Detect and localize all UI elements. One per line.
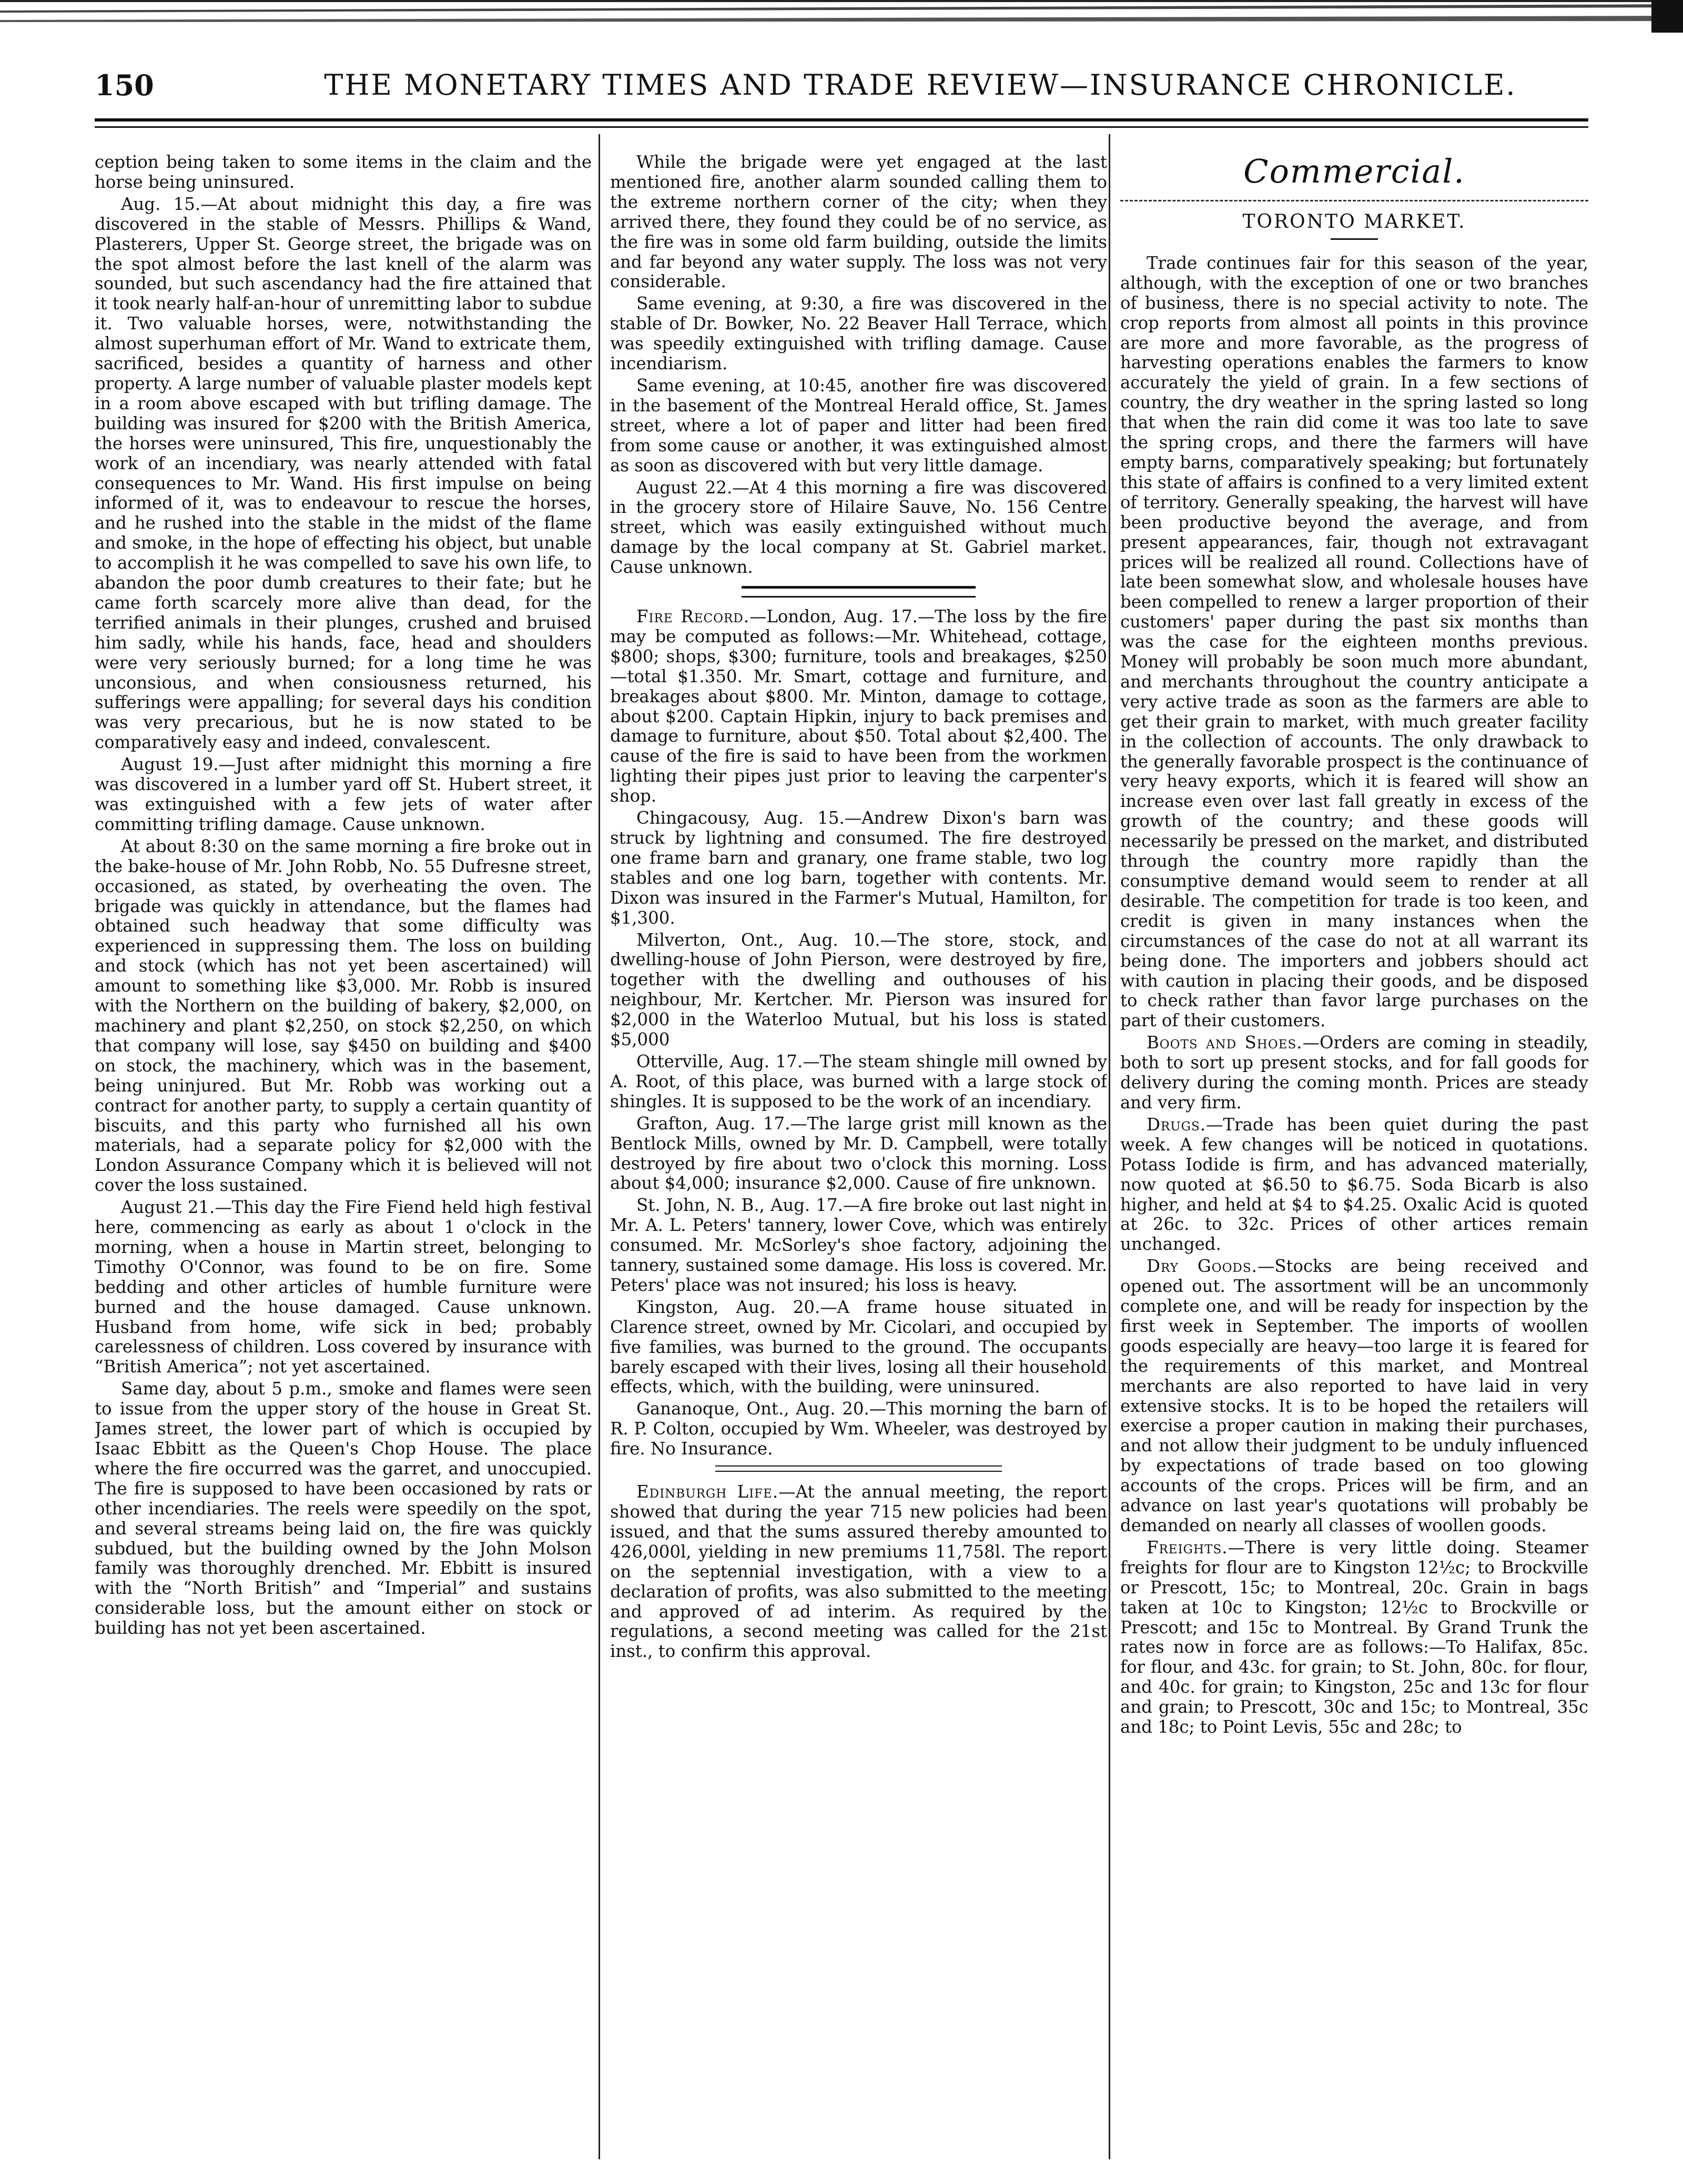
dry-goods-heading: Dry Goods. xyxy=(1147,1256,1258,1277)
paragraph-text: —Orders are coming in steadily, both to sort up present stocks, and for fall goods for delivery during the coming month. Prices are steady and very firm. xyxy=(1120,1033,1588,1113)
paragraph: Same evening, at 10:45, another fire was discovered in the basement of the Montreal Herald office, St. James street, where a lot of paper and litter had been fired from some cause or another, it was extinguished almost as soon as discovered with but very little damage. xyxy=(610,375,1107,476)
paragraph: ception being taken to some items in the claim and the horse being uninsured. xyxy=(95,153,592,192)
fire-record-paragraph xyxy=(610,607,1107,806)
paragraph: August 21.—This day the Fire Fiend held high festival here, commencing as early as about 1 o'clock in the morning, when a house in Martin street, belonging to Timothy O'Connor, was found to be on fire. Some bedding and other articles of humble furniture were burned and the house damaged. Cause unknown. Husband from home, wife sick in bed; probably carelessness of children. Loss covered by insurance with “British America”; not yet ascertained. xyxy=(95,1197,592,1377)
freights-paragraph xyxy=(1120,1538,1588,1737)
paragraph-text: —At the annual meeting, the report showed that during the year 715 new policies had been issued, and that the sums assured thereby amounted to 426,000l, yielding in new premiums 11,758l. The report on the septennial investigation, with a view to a declaration of profits, was also submitted to the meeting and approved of ad interim. As required by the regulations, a second meeting was called for the 21st inst., to confirm this approval. xyxy=(610,1482,1107,1662)
middle-column xyxy=(610,153,1107,2172)
paragraph: Gananoque, Ont., Aug. 20.—This morning the barn of R. P. Colton, occupied by Wm. Wheeler, was destroyed by fire. No Insurance. xyxy=(610,1399,1107,1459)
top-edge-rules xyxy=(0,0,1683,33)
edinburgh-paragraph xyxy=(610,1482,1107,1662)
paragraph: Grafton, Aug. 17.—The large grist mill known as the Bentlock Mills, owned by Mr. D. Campbell, were totally destroyed by fire about two o'clock this morning. Loss about $4,000; insurance $2,000. Cause of fire unknown. xyxy=(610,1113,1107,1194)
freights-heading: Freights. xyxy=(1147,1537,1228,1558)
paragraph: August 19.—Just after midnight this morning a fire was discovered in a lumber yard off St. Hubert street, it was extinguished with a few jets of water after committing trifling damage. Cause unknown. xyxy=(95,754,592,834)
paragraph: Same day, about 5 p.m., smoke and flames were seen to issue from the upper story of the house in Great St. James street, the lower part of which is occupied by Isaac Ebbitt as the Queen's Chop House. The place where the fire occurred was the garret, and unoccupied. The fire is supposed to have been occasioned by rats or other incendiaries. The reels were speedily on the spot, and several streams being laid on, the fire was quickly subdued, but the building owned by the John Molson family was thoroughly drenched. Mr. Ebbitt is insured with the “North British” and “Imperial” and sustains considerable loss, but the amount either on stock or building has not yet been ascertained. xyxy=(95,1379,592,1639)
paragraph-text: —Stocks are being received and opened out. The assortment will be an uncommonly complete one, and will be ready for inspection by the first week in September. The imports of woollen goods especially are heavy—too large it is feared for the requirements of this market, and Montreal merchants are also reported to have laid in very extensive stocks. It is to be hoped the retailers will exercise a proper caution in making their purchases, and not allow their judgment to be unduly influenced by expectations of trade based on too glowing accounts of the crops. Prices will be firm, and an advance on last year's quotations will probably be demanded on nearly all classes of woollen goods. xyxy=(1120,1256,1588,1535)
drugs-heading: Drugs. xyxy=(1147,1114,1207,1135)
paragraph: Milverton, Ont., Aug. 10.—The store, stock, and dwelling-house of John Pierson, were destroyed by fire, together with the dwelling and outhouses of his neighbour, Mr. Kertcher. Mr. Pierson was insured for $2,000 in the Waterloo Mutual, but his loss is stated $5,000 xyxy=(610,929,1107,1050)
paragraph: St. John, N. B., Aug. 17.—A fire broke out last night in Mr. A. L. Peters' tannery, lower Cove, which was entirely consumed. Mr. McSorley's shoe factory, adjoining the tannery, sustained some damage. His loss is covered. Mr. Peters' place was not insured; his loss is heavy. xyxy=(610,1195,1107,1295)
left-column xyxy=(95,153,592,2172)
paragraph: Aug. 15.—At about midnight this day, a fire was discovered in the stable of Messrs. Phillips & Wand, Plasterers, Upper St. George street, the brigade was on the spot almost before the last knell of the alarm was sounded, but such ascendancy had the fire attained that it took nearly half-an-hour of unremitting labor to subdue it. Two valuable horses, were, notwithstanding the almost superhuman effort of Mr. Wand to extricate them, sacrificed, besides a quantity of harness and other property. A large number of valuable plaster models kept in a room above escaped with but trifling damage. The building was insured for $200 with the British America, the horses were uninsured, This fire, unquestionably the work of an incendiary, was nearly attended with fatal consequences to Mr. Wand. His first impulse on being informed of it, was to endeavour to rescue the horses, and he rushed into the stable in the midst of the flame and smoke, in the hope of effecting his object, but unable to accomplish it he was compelled to save his own life, to abandon the poor dumb creatures to their fate; but he came forth scarcely more alive than dead, for the terrified animals in their plunges, crushed and bruised him sadly, while his hands, face, head and shoulders were very seriously burned; for a long time he was unconsious, and when consiousness returned, his sufferings were appalling; for several days his condition was very precarious, but he is now stated to be comparatively easy and indeed, convalescent. xyxy=(95,194,592,753)
paragraph: At about 8:30 on the same morning a fire broke out in the bake-house of Mr. John Robb, No. 55 Dufresne street, occasioned, as stated, by overheating the oven. The brigade was quickly in attendance, but the flames had obtained such headway that some difficulty was experienced in suppressing them. The loss on building and stock (which has not yet been ascertained) will amount to something like $3,000. Mr. Robb is insured with the Northern on the building of bakery, $2,000, on machinery and plant $2,250, on stock $2,250, on which that company will lose, say $450 on building and $400 on stock, the machinery, which was in the basement, being uninjured. But Mr. Robb was working out a contract for another party, to supply a certain quantity of biscuits, and this party who furnished all his own materials, had a separate policy for $2,000 with the London Assurance Company which it is believed will not cover the loss sustained. xyxy=(95,836,592,1196)
section-subtitle: TORONTO MARKET. xyxy=(1242,211,1466,232)
column-divider-2 xyxy=(1109,134,1110,2159)
dry-goods-paragraph xyxy=(1120,1257,1588,1536)
header-rule-thin xyxy=(95,126,1588,128)
edinburgh-heading: Edinburgh Life. xyxy=(636,1482,779,1502)
boots-paragraph xyxy=(1120,1033,1588,1113)
paragraph: While the brigade were yet engaged at the last mentioned fire, another alarm sounded calling them to the extreme northern corner of the city; when they arrived there, they found they could be of no service, as the fire was in some old farm building, outside the limits and far beyond any water supply. The loss was not very considerable. xyxy=(610,153,1107,292)
ornamental-rule xyxy=(1120,193,1588,201)
section-title: Commercial. xyxy=(1243,153,1465,190)
paragraph-text: —Trade has been quiet during the past week. A few changes will be noticed in quotations. Potass Iodide is firm, and has advanced materially, now quoted at $6.50 to $6.75. Soda Bicarb is also higher, and held at $4 to $4.25. Oxalic Acid is quoted at 26c. to 32c. Prices of other artices remain unchanged. xyxy=(1120,1114,1588,1255)
short-rule xyxy=(1331,238,1378,240)
masthead-title: THE MONETARY TIMES AND TRADE REVIEW—INSURANCE CHRONICLE. xyxy=(324,68,1517,102)
paragraph: August 22.—At 4 this morning a fire was discovered in the grocery store of Hilaire Sauve, No. 156 Centre street, which was easily extinguished without much damage by the local company at St. Gabriel market. Cause unknown. xyxy=(610,477,1107,578)
paragraph: Chingacousy, Aug. 15.—Andrew Dixon's barn was struck by lightning and consumed. The fire destroyed one frame barn and granary, one frame stable, two log stables and one log barn, together with contents. Mr. Dixon was insured in the Farmer's Mutual, Hamilton, for $1,300. xyxy=(610,808,1107,928)
header-rule-thick xyxy=(95,118,1588,122)
page-header xyxy=(95,68,1588,116)
paragraph: Trade continues fair for this season of the year, although, with the exception of one or two branches of business, there is no special activity to note. The crop reports from almost all points in this province are more and more favorable, as the progress of harvesting operations enables the farmers to know accurately the yield of grain. In a few sections of country, the dry weather in the spring lasted so long that when the rain did come it was too late to save the spring crops, and there the farmers will have empty barns, comparatively speaking; but fortunately this state of affairs is confined to a very limited extent of territory. Generally speaking, the harvest will have been productive beyond the average, and from present appearances, fair, though not extravagant prices will be realized all round. Collections have of late been somewhat slow, and wholesale houses have been compelled to renew a larger proportion of their customers' paper during the past six months than was the case for the eighteen months previous. Money will probably be soon much more abundant, and merchants throughout the country anticipate a very active trade as soon as the farmers are able to get their grain to market, with much greater facility in the collection of accounts. The only drawback to the generally favorable prospect is the continuance of very heavy exports, which it is feared will show an increase even over last fall greatly in excess of the growth of the country; and these goods will necessarily be pressed on the market, and distributed through the country more rapidly than the consumptive demand would seem to render at all desirable. The competition for trade is too keen, and credit is given in many instances when the circumstances of the case do not at all warrant its being done. The importers and jobbers should act with caution in placing their goods, and be disposed to check rather than favor large purchases on the part of their customers. xyxy=(1120,252,1588,1031)
section-divider xyxy=(715,1465,1002,1472)
column-divider-1 xyxy=(599,134,600,2159)
paragraph: Otterville, Aug. 17.—The steam shingle mill owned by A. Root, of this place, was burned with a large stock of shingles. It is supposed to be the work of an incendiary. xyxy=(610,1051,1107,1111)
section-divider xyxy=(742,586,976,598)
right-column xyxy=(1120,153,1588,2172)
paragraph: Same evening, at 9:30, a fire was discovered in the stable of Dr. Bowker, No. 22 Beaver Hall Terrace, which was speedily extinguished with trifling damage. Cause incendiarism. xyxy=(610,294,1107,374)
drugs-paragraph xyxy=(1120,1115,1588,1255)
paragraph: Kingston, Aug. 20.—A frame house situated in Clarence street, owned by Mr. Cicolari, and occupied by five families, was burned to the ground. The occupants barely escaped with their lives, losing all their household effects, which, with the building, were uninsured. xyxy=(610,1297,1107,1397)
page-number: 150 xyxy=(95,68,154,102)
paragraph-text: —There is very little doing. Steamer freights for flour are to Kingston 12½c; to Brockville or Prescott, 15c; to Montreal, 20c. Grain in bags taken at 10c to Kingston; 12½c to Brockville or Prescott; and 15c to Montreal. By Grand Trunk the rates now in force are as follows:—To Halifax, 85c. for flour, and 43c. for grain; to St. John, 80c. for flour, and 40c. for grain; to Kingston, 25c and 13c for flour and grain; to Prescott, 30c and 15c; to Montreal, 35c and 18c; to Point Levis, 55c and 28c; to xyxy=(1120,1537,1588,1737)
fire-record-heading: Fire Record. xyxy=(636,606,750,627)
paragraph-text: —London, Aug. 17.—The loss by the fire may be computed as follows:—Mr. Whitehead, cottage, $800; shops, $300; furniture, tools and breakages, $250—total $1.350. Mr. Smart, cottage and furniture, and breakages about $800. Mr. Minton, damage to cottage, about $200. Captain Hipkin, injury to back premises and damage to furniture, about $50. Total about $2,400. The cause of the fire is said to have been from the workmen lighting their pipes just prior to leaving the carpenter's shop. xyxy=(610,606,1107,806)
boots-heading: Boots and Shoes. xyxy=(1147,1033,1303,1053)
